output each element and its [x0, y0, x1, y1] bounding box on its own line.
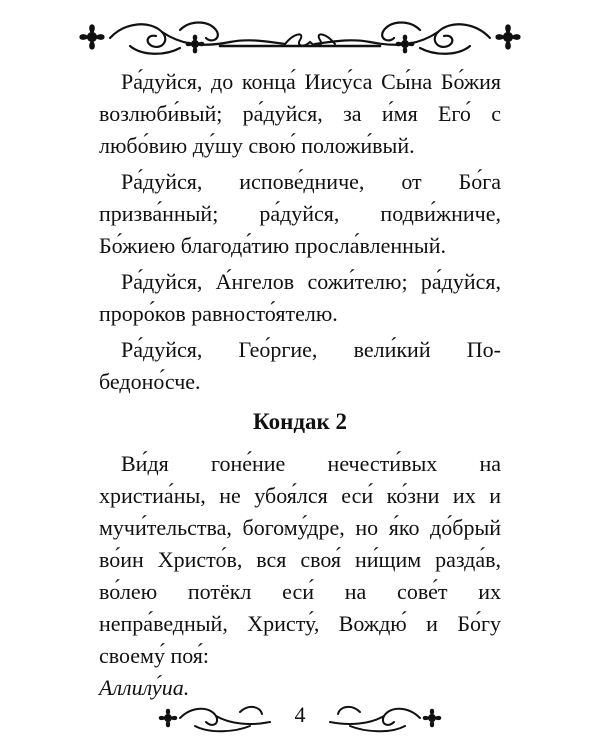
paragraph-3: Ра́дуйся, А́нгелов сожи́телю; ра́дуйся, проро́ков равносто́ятелю. — [99, 269, 501, 326]
page-body — [99, 66, 501, 704]
kondak-heading: Кондак 2 — [253, 409, 347, 434]
page-number: 4 — [294, 702, 306, 727]
paragraph-4: Ра́дуйся, Гео́ргие, вели́кий Победоно́сче. — [99, 337, 501, 394]
alleluia-line: Аллилу́иа. — [99, 675, 190, 700]
paragraph-1: Ра́дуйся, до конца́ Иису́са Сы́на Бо́жия возлюби́вый; ра́дуйся, за и́мя Его́ с любо́вию ду́шу свою́ положи́вый. — [99, 69, 501, 158]
paragraph-2: Ра́дуйся, испове́дниче, от Бо́га призва́нный; ра́дуйся, подви́жниче, Бо́жиею благода́тию просла́вленный. — [99, 169, 501, 258]
kondak-text: Ви́дя гоне́ние нечести́вых на христиа́ны, не убоя́лся еси́ ко́зни их и мучи́тельства, богому́дре, но я́ко до́брый во́ин Христо́в, вся своя́ ни́щим разда́в, во́лею потёкл еси́ на сове́т их непра́ведный, Христу́, Вождю́ и Бо́гу своему́ поя́: — [99, 451, 501, 668]
top-ornament-icon — [70, 12, 530, 62]
kondak-paragraph — [99, 448, 501, 672]
